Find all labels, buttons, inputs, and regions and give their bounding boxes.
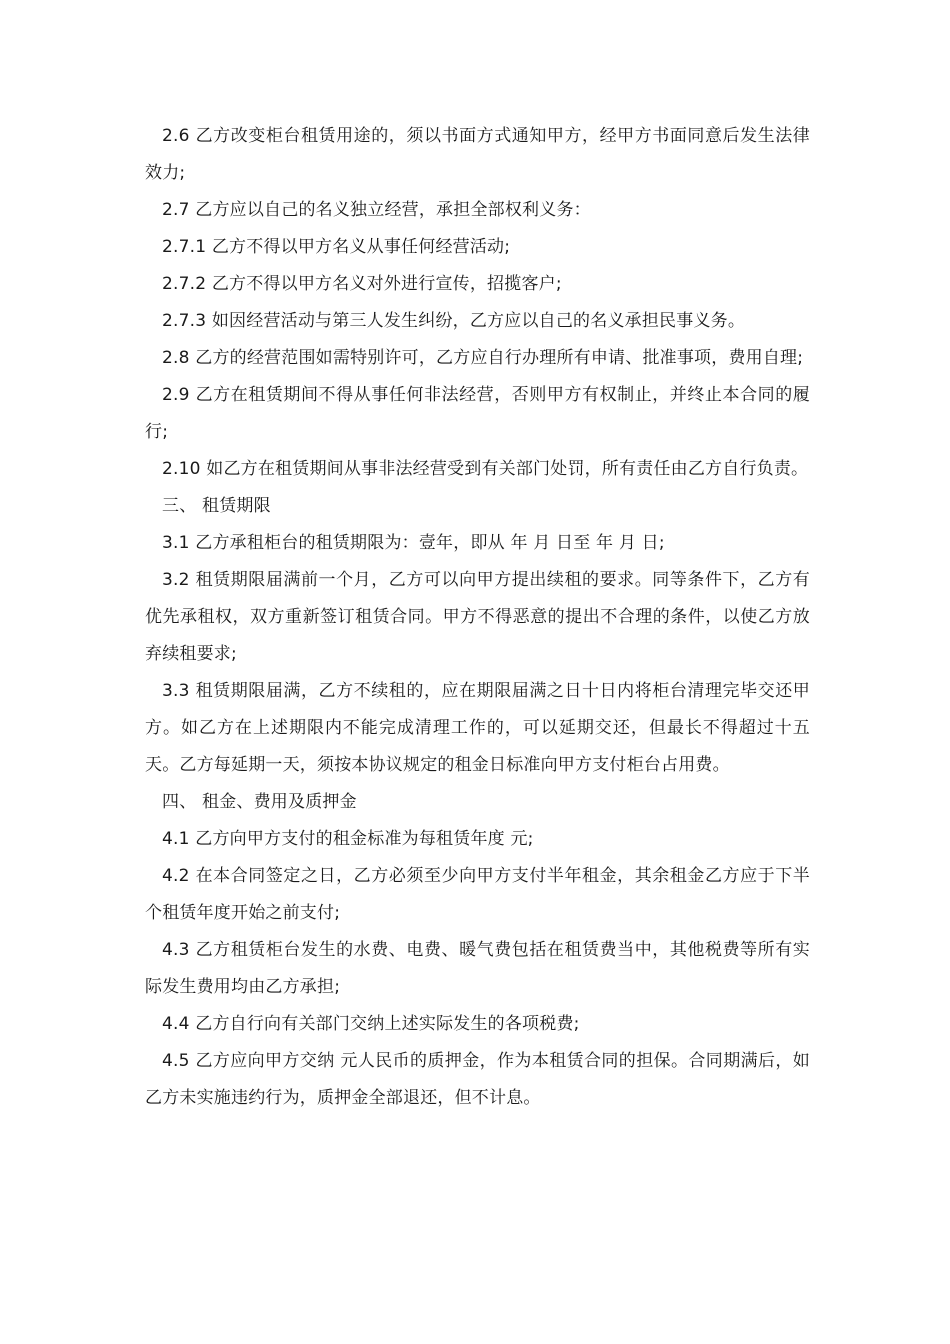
clause-2-9: 2.9 乙方在租赁期间不得从事任何非法经营，否则甲方有权制止，并终止本合同的履行; bbox=[145, 385, 810, 442]
clause-4-5: 4.5 乙方应向甲方交纳 元人民币的质押金，作为本租赁合同的担保。合同期满后，如乙方未实施违约行为，质押金全部退还，但不计息。 bbox=[145, 1051, 810, 1108]
section-heading-rent-fees-deposit: 四、 租金、费用及质押金 bbox=[162, 792, 357, 812]
clause-4-2: 4.2 在本合同签定之日，乙方必须至少向甲方支付半年租金，其余租金乙方应于下半个租赁年度开始之前支付; bbox=[145, 866, 810, 923]
clause-2-8: 2.8 乙方的经营范围如需特别许可，乙方应自行办理所有申请、批准事项，费用自理; bbox=[162, 348, 804, 368]
section-heading-lease-term: 三、 租赁期限 bbox=[162, 496, 271, 516]
clause-2-6: 2.6 乙方改变柜台租赁用途的，须以书面方式通知甲方，经甲方书面同意后发生法律效力; bbox=[145, 126, 810, 183]
clause-3-1: 3.1 乙方承租柜台的租赁期限为：壹年，即从 年 月 日至 年 月 日; bbox=[162, 533, 665, 553]
clause-2-10: 2.10 如乙方在租赁期间从事非法经营受到有关部门处罚，所有责任由乙方自行负责。 bbox=[162, 459, 809, 479]
contract-body bbox=[145, 118, 810, 1117]
clause-2-7-3: 2.7.3 如因经营活动与第三人发生纠纷，乙方应以自己的名义承担民事义务。 bbox=[162, 311, 746, 331]
clause-2-7-1: 2.7.1 乙方不得以甲方名义从事任何经营活动; bbox=[162, 237, 511, 257]
clause-4-1: 4.1 乙方向甲方支付的租金标准为每租赁年度 元; bbox=[162, 829, 534, 849]
clause-4-4: 4.4 乙方自行向有关部门交纳上述实际发生的各项税费; bbox=[162, 1014, 580, 1034]
clause-3-3: 3.3 租赁期限届满，乙方不续租的，应在期限届满之日十日内将柜台清理完毕交还甲方。如乙方在上述期限内不能完成清理工作的，可以延期交还，但最长不得超过十五天。乙方每延期一天，须按本协议规定的租金日标准向甲方支付柜台占用费。 bbox=[145, 681, 810, 775]
clause-3-2: 3.2 租赁期限届满前一个月，乙方可以向甲方提出续租的要求。同等条件下，乙方有优先承租权，双方重新签订租赁合同。甲方不得恶意的提出不合理的条件，以使乙方放弃续租要求; bbox=[145, 570, 810, 664]
clause-2-7: 2.7 乙方应以自己的名义独立经营，承担全部权利义务： bbox=[162, 200, 591, 220]
clause-4-3: 4.3 乙方租赁柜台发生的水费、电费、暖气费包括在租赁费当中，其他税费等所有实际发生费用均由乙方承担; bbox=[145, 940, 810, 997]
clause-2-7-2: 2.7.2 乙方不得以甲方名义对外进行宣传，招揽客户; bbox=[162, 274, 562, 294]
